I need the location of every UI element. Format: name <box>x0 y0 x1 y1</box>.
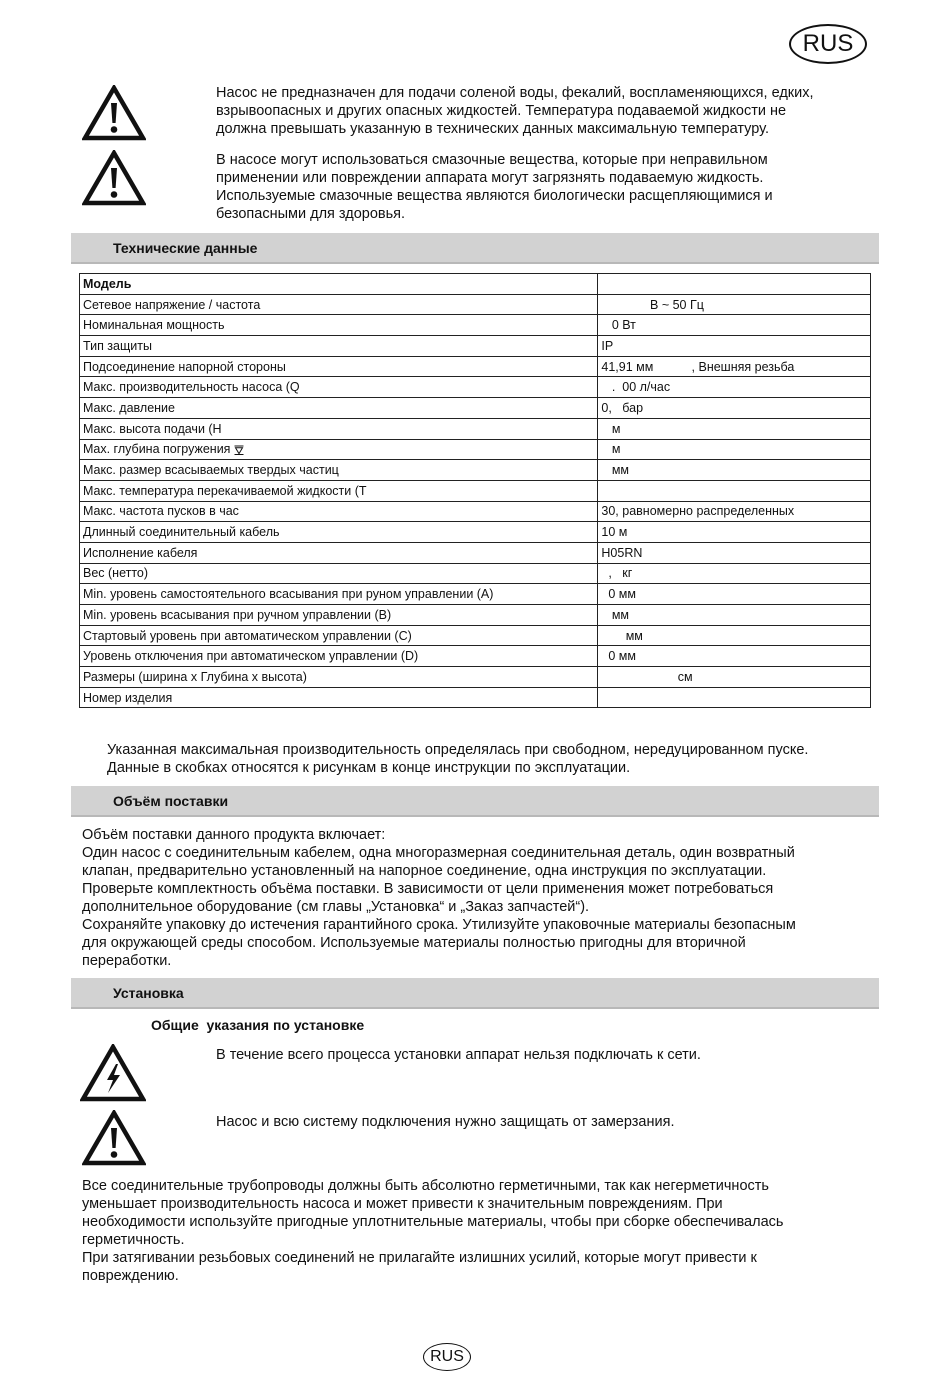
table-row <box>80 480 871 501</box>
row-label: Уровень отключения при автоматическом управлении (D) <box>80 646 598 667</box>
table-row <box>80 377 871 398</box>
row-label: Макс. температура перекачиваемой жидкости (T <box>80 480 598 501</box>
electric-shock-warning-icon <box>80 1044 146 1102</box>
table-row <box>80 522 871 543</box>
row-label: Min. уровень всасывания при ручном управлении (B) <box>80 605 598 626</box>
row-label: Вес (нетто) <box>80 563 598 584</box>
warning-text-no-mains: В течение всего процесса установки аппарат нельзя подключать к сети. <box>216 1047 701 1063</box>
table-row <box>80 356 871 377</box>
row-label: Подсоединение напорной стороны <box>80 356 598 377</box>
row-value: , кг <box>598 563 871 584</box>
table-row <box>80 646 871 667</box>
row-label: Размеры (ширина x Глубина x высота) <box>80 667 598 688</box>
language-badge-label: RUS <box>802 30 854 57</box>
section-title: Установка <box>113 985 184 1001</box>
language-badge <box>789 24 867 64</box>
table-row <box>80 398 871 419</box>
row-value <box>598 480 871 501</box>
row-value: В ~ 50 Гц <box>598 294 871 315</box>
table-row <box>80 315 871 336</box>
row-label: Модель <box>80 274 598 295</box>
row-value: см <box>598 667 871 688</box>
table-row <box>80 294 871 315</box>
row-label: Длинный соединительный кабель <box>80 522 598 543</box>
warning-exclamation-icon <box>82 85 146 141</box>
row-label-with-symbol <box>80 439 598 460</box>
section-header-delivery <box>71 786 879 817</box>
row-label: Max. глубина погружения <box>83 442 231 457</box>
row-value <box>598 687 871 708</box>
section-title: Объём поставки <box>113 793 229 809</box>
water-level-icon <box>234 445 244 455</box>
warning-exclamation-icon <box>82 150 146 206</box>
table-row <box>80 439 871 460</box>
language-badge-label: RUS <box>430 1348 464 1365</box>
section-header-tech-data <box>71 233 879 264</box>
row-value: IP <box>598 336 871 357</box>
table-row <box>80 542 871 563</box>
row-value: мм <box>598 605 871 626</box>
row-label: Тип защиты <box>80 336 598 357</box>
row-label: Макс. высота подачи (H <box>80 418 598 439</box>
row-label: Номинальная мощность <box>80 315 598 336</box>
tech-data-note: Указанная максимальная производительность определялась при свободном, нередуцированном пуске. Данные в скобках относятся к рисункам в конце инструкции по эксплуатации. <box>107 742 809 776</box>
warning-exclamation-icon <box>82 1110 146 1166</box>
row-label: Min. уровень самостоятельного всасывания при руном управлении (A) <box>80 584 598 605</box>
row-value <box>598 274 871 295</box>
section-header-installation <box>71 978 879 1009</box>
row-value: 0 мм <box>598 584 871 605</box>
row-value: . 00 л/час <box>598 377 871 398</box>
language-badge-footer <box>423 1343 471 1371</box>
warning-text-frost: Насос и всю систему подключения нужно защищать от замерзания. <box>216 1114 675 1130</box>
installation-subtitle: Общие указания по установке <box>151 1017 365 1033</box>
row-label: Макс. производительность насоса (Q <box>80 377 598 398</box>
installation-text: Все соединительные трубопроводы должны быть абсолютно герметичными, так как негерметичность уменьшает производительность насоса и может привести к значительным повреждениям. При необходимости используйте пригодные уплотнительные материалы, чтобы при сборке обеспечивалась герметичность. При затягивании резьбовых соединений не прилагайте излишних усилий, которые могут привести к повреждению. <box>82 1178 784 1284</box>
row-label: Макс. частота пусков в час <box>80 501 598 522</box>
table-row <box>80 563 871 584</box>
table-row <box>80 501 871 522</box>
table-row <box>80 460 871 481</box>
row-value: м <box>598 439 871 460</box>
row-label: Номер изделия <box>80 687 598 708</box>
row-value: 0 Вт <box>598 315 871 336</box>
row-value: 10 м <box>598 522 871 543</box>
row-value: H05RN <box>598 542 871 563</box>
warning-text-hazardous-liquids: Насос не предназначен для подачи соленой воды, фекалий, воспламеняющихся, едких, взрывоопасных и других опасных жидкостей. Температура подаваемой жидкости не должна превышать указанную в технических данных максимальную температуру. <box>216 85 814 137</box>
warning-text-lubricants: В насосе могут использоваться смазочные вещества, которые при неправильном применении или повреждении аппарата могут загрязнять подаваемую жидкость. Используемые смазочные вещества являются биологически расщепляющимися и безопасными для здоровья. <box>216 152 773 222</box>
table-row <box>80 274 871 295</box>
table-row <box>80 336 871 357</box>
section-title: Технические данные <box>113 240 258 256</box>
delivery-text: Объём поставки данного продукта включает: Один насос с соединительным кабелем, одна многоразмерная соединительная деталь, один возвратный клапан, предварительно установленный на напорное соединение, одна инструкция по эксплуатации. Проверьте комплектность объёма поставки. В зависимости от цели применения может потребоваться дополнительное оборудование (см главы „Установка“ и „Заказ запчастей“). Сохраняйте упаковку до истечения гарантийного срока. Утилизуйте упаковочные материалы безопасным для окружающей среды способом. Используемые материалы полностью пригодны для вторичной переработки. <box>82 827 796 969</box>
table-row <box>80 687 871 708</box>
table-row <box>80 418 871 439</box>
row-label: Сетевое напряжение / частота <box>80 294 598 315</box>
row-value: м <box>598 418 871 439</box>
row-label: Макс. размер всасываемых твердых частиц <box>80 460 598 481</box>
row-label: Стартовый уровень при автоматическом управлении (C) <box>80 625 598 646</box>
tech-data-table <box>79 273 871 708</box>
row-value: 0 мм <box>598 646 871 667</box>
row-value: мм <box>598 460 871 481</box>
row-label: Макс. давление <box>80 398 598 419</box>
table-row <box>80 605 871 626</box>
row-value: 41,91 мм , Внешняя резьба <box>598 356 871 377</box>
row-value: 30, равномерно распределенных <box>598 501 871 522</box>
table-row <box>80 625 871 646</box>
table-row <box>80 667 871 688</box>
row-label: Исполнение кабеля <box>80 542 598 563</box>
table-row <box>80 584 871 605</box>
row-value: мм <box>598 625 871 646</box>
row-value: 0, бар <box>598 398 871 419</box>
